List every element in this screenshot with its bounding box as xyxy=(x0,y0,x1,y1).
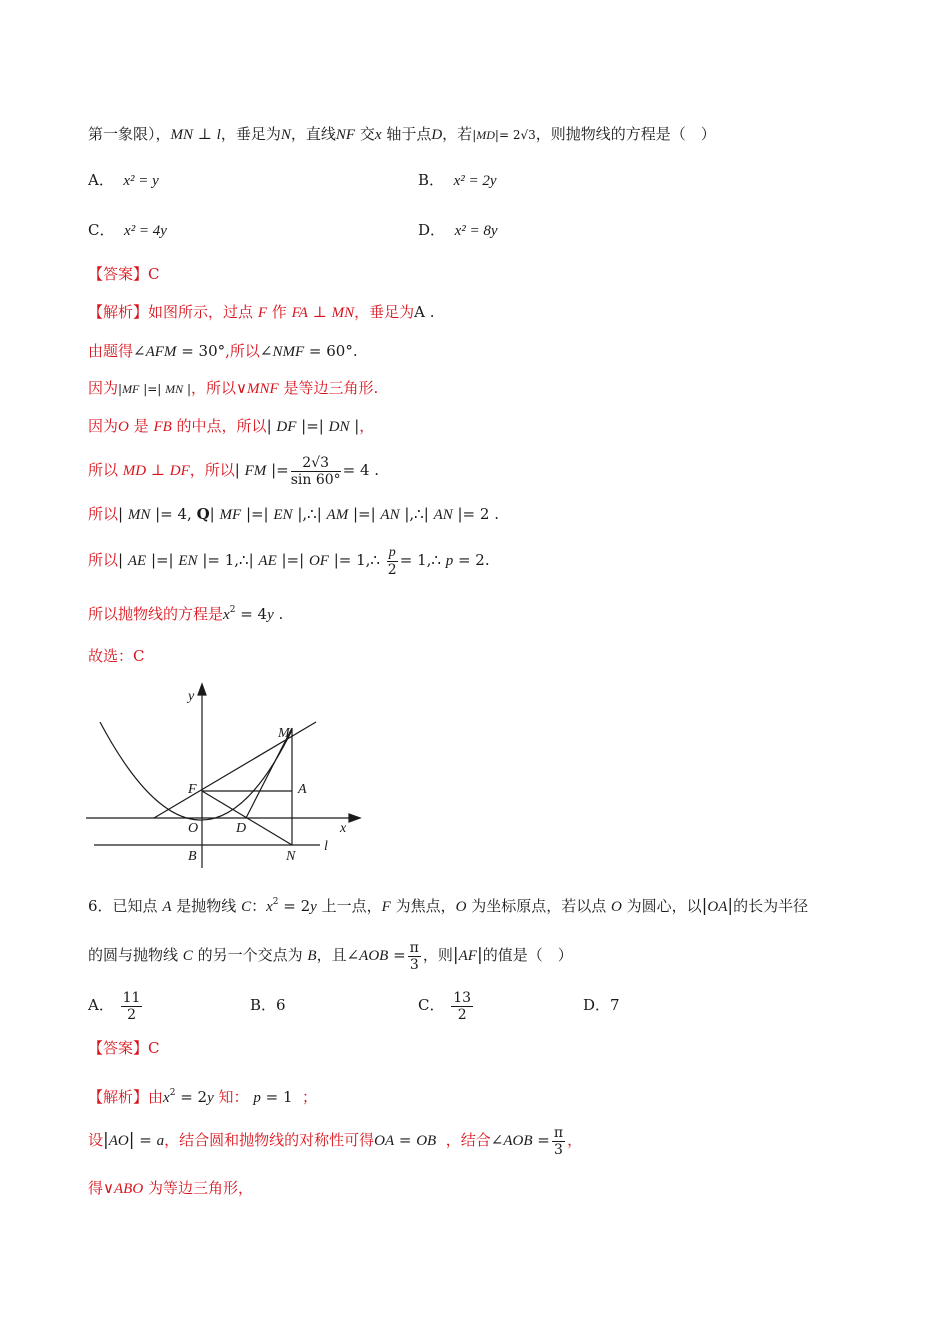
q5-option-b: B． x² = 2y xyxy=(418,171,497,189)
q5-option-d: D． x² = 8y xyxy=(418,221,498,239)
q5-analysis-4: 因为O 是 FB 的中点，所以| DF |=| DN |， xyxy=(88,417,375,435)
label-o: O xyxy=(188,821,199,836)
q6-answer: 【答案】C xyxy=(88,1039,160,1057)
label-l: l xyxy=(324,839,328,854)
q6-option-a: A． $\frac{11}{2}$ xyxy=(88,989,141,1023)
label-y: y xyxy=(188,689,195,704)
q5-analysis-5: 所以 MD ⊥ DF，所以| FM |= $\frac{2√3}{\sin 60^\circ}$ = 4 . xyxy=(88,454,380,488)
q6-stem-1: 6．已知点 A 是抛物线 C：$x^2 = 2y$ 上一点，F 为焦点，O 为坐标原点，若以点 O 为圆心，以|OA|的长为半径 xyxy=(88,896,809,916)
line-md xyxy=(246,728,292,818)
q5-analysis-3: 因为|MF |=| MN |，所以∨MNF 是等边三角形. xyxy=(88,379,379,397)
q5-analysis-2: 由题得∠AFM = 30°,所以∠NMF = 60°. xyxy=(88,342,358,360)
label-f: F xyxy=(188,782,197,797)
q6-analysis-1: 【解析】由$x^2 = 2y$ 知： p = 1 ； xyxy=(88,1088,318,1106)
label-a: A xyxy=(298,782,307,797)
label-n: N xyxy=(286,849,296,864)
label-b: B xyxy=(188,849,197,864)
parabola-figure xyxy=(80,680,370,870)
x-axis-arrow xyxy=(349,814,360,822)
q6-stem-2: 的圆与抛物线 C 的另一个交点为 B，且∠AOB = $\frac{\pi}{3}$ ，则|AF|的值是（ ） xyxy=(88,939,573,973)
q5-stem: 第一象限），MN ⊥ l，垂足为N，直线NF 交x 轴于点D，若|MD|= 2√3，则抛物线的方程是（ ） xyxy=(88,125,716,143)
q6-analysis-3: 得∨ABO 为等边三角形， xyxy=(88,1179,253,1197)
q5-option-a: A． x² = y xyxy=(88,171,159,189)
q6-option-c: C． $\frac{13}{2}$ xyxy=(418,989,472,1023)
q5-analysis-8: 所以抛物线的方程是$x^2 = 4y$ . xyxy=(88,605,284,623)
q5-option-c: C． x² = 4y xyxy=(88,221,167,239)
q5-answer: 【答案】C xyxy=(88,265,160,283)
q5-final: 故选：C xyxy=(88,647,145,665)
y-axis-arrow xyxy=(198,684,206,695)
label-m: M xyxy=(278,726,290,741)
q6-option-b: B．6 xyxy=(250,996,286,1014)
q5-analysis-1: 【解析】如图所示，过点 F 作 FA ⊥ MN，垂足为A . xyxy=(88,303,435,321)
label-d: D xyxy=(236,821,247,836)
parabola-curve xyxy=(100,722,292,820)
label-x: x xyxy=(340,821,347,836)
q5-analysis-6: 所以| MN |= 4, Q| MF |=| EN |,∴| AM |=| AN |,∴| AN |= 2 . xyxy=(88,505,499,523)
q6-analysis-2: 设|AO| = a，结合圆和抛物线的对称性可得OA = OB ，结合∠AOB = $\frac{\pi}{3}$ ， xyxy=(88,1124,583,1158)
q6-option-d: D．7 xyxy=(583,996,620,1014)
q5-analysis-7: 所以| AE |=| EN |= 1,∴| AE |=| OF |= 1,∴ $\frac{p}{2}$ = 1,∴ p = 2. xyxy=(88,545,490,578)
